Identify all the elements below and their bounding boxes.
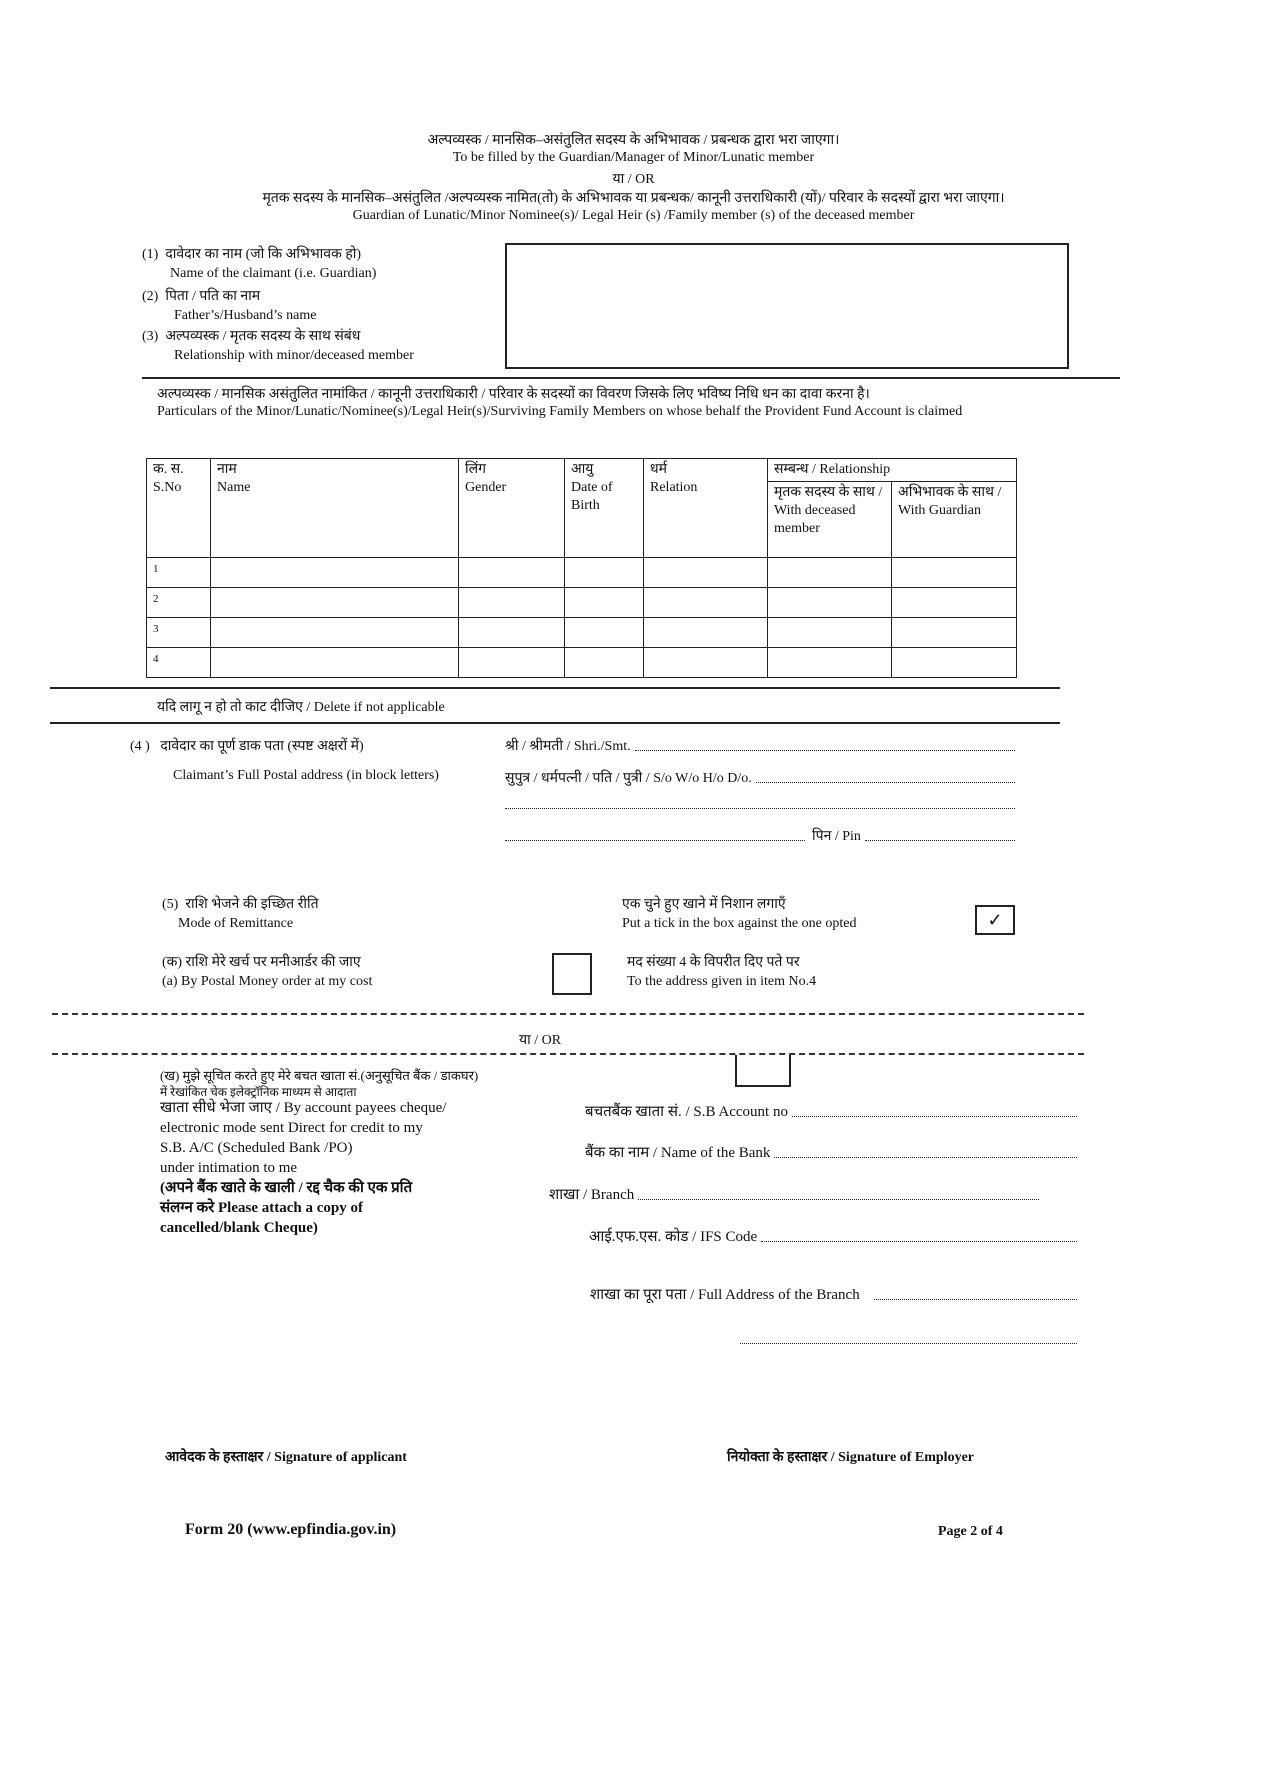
divider xyxy=(52,1013,1084,1015)
header-hindi-line-1: अल्पव्यस्क / मानसिक–असंतुलित सदस्य के अभिभावक / प्रबन्धक द्वारा भरा जाएगा। xyxy=(427,133,840,148)
delete-note: यदि लागू न हो तो काट दीजिए / Delete if not applicable xyxy=(157,700,445,715)
form-id: Form 20 (www.epfindia.gov.in) xyxy=(185,1521,397,1538)
row-number: 1 xyxy=(147,558,211,588)
account-payee-option-label: (ख) मुझे सूचित करते हुए मेरे बचत खाता सं.(अनुसूचित बैंक / डाकघर) में रेखांकित चेक इलेक्ट्रॉनिक माध्यम से आदाता खाता सीधे भेजा जाए / By account payees cheque/ electronic mode sent Direct for credit to my S.B. A/C (Scheduled Bank /PO) under intimation to me (अपने बैंक खाते के खाली / रद्द चैक की एक प्रति संलग्न करे Please attach a copy of cancelled/blank Cheque) xyxy=(160,1068,479,1236)
address-line-field[interactable] xyxy=(505,807,1015,809)
gender-cell[interactable] xyxy=(459,648,565,678)
money-order-option-label: (क) राशि मेरे खर्च पर मनीआर्डर की जाए (a) By Postal Money order at my cost xyxy=(162,955,373,989)
item-number: (1) xyxy=(142,247,159,262)
relation-cell[interactable] xyxy=(644,618,768,648)
dob-header: आयु Date of Birth xyxy=(565,459,644,558)
with-deceased-cell[interactable] xyxy=(768,558,892,588)
relationship-label-hi: अल्पव्यस्क / मृतक सदस्य के साथ संबंध xyxy=(165,329,361,344)
table-row xyxy=(147,558,1017,588)
attach-cheque-note: (अपने बैंक खाते के खाली / रद्द चैक की एक प्रति संलग्न करे Please attach a copy of cancelled/blank Cheque) xyxy=(160,1180,413,1236)
table-row xyxy=(147,618,1017,648)
header-hindi-line-2: मृतक सदस्य के मानसिक–असंतुलित /अल्पव्यस्क नामित(तो) के अभिभावक या प्रबन्धक/ कानूनी उत्तराधिकारी (यों)/ परिवार के सदस्यों द्वारा भरा जाएगा। xyxy=(262,191,1005,206)
relation-name-field[interactable]: सुपुत्र / धर्मपत्नी / पति / पुत्री / S/o W/o H/o D/o. xyxy=(505,768,1015,787)
father-name-label-en: Father’s/Husband’s name xyxy=(174,308,317,323)
dob-cell[interactable] xyxy=(565,558,644,588)
particulars-hindi: अल्पव्यस्क / मानसिक असंतुलित नामांकित / कानूनी उत्तराधिकारी / परिवार के सदस्यों का विवरण जिसके लिए भविष्य निधि धन का दावा करना है। xyxy=(157,387,870,402)
name-cell[interactable] xyxy=(211,558,459,588)
table-row xyxy=(147,588,1017,618)
with-guardian-cell[interactable] xyxy=(892,558,1017,588)
with-deceased-header: मृतक सदस्य के साथ / With deceased member xyxy=(768,482,892,558)
with-guardian-cell[interactable] xyxy=(892,618,1017,648)
item-number: (4 ) xyxy=(130,739,150,754)
relation-header: धर्म Relation xyxy=(644,459,768,558)
remittance-or: या / OR xyxy=(518,1033,562,1048)
sno-header: क. स. S.No xyxy=(147,459,211,558)
table-row xyxy=(147,648,1017,678)
row-number: 2 xyxy=(147,588,211,618)
header-english-line-2: Guardian of Lunatic/Minor Nominee(s)/ Legal Heir (s) /Family member (s) of the deceased member xyxy=(352,208,915,223)
claimant-item-1 xyxy=(142,245,376,283)
branch-address-field[interactable]: शाखा का पूरा पता / Full Address of the Branch xyxy=(590,1284,1077,1304)
gender-cell[interactable] xyxy=(459,588,565,618)
item-number: (2) xyxy=(142,289,159,304)
claimant-name-field[interactable] xyxy=(505,243,1069,291)
shri-smt-field[interactable]: श्री / श्रीमती / Shri./Smt. xyxy=(505,736,1015,755)
divider xyxy=(50,722,1060,724)
employer-signature-label: नियोक्ता के हस्ताक्षर / Signature of Employer xyxy=(727,1450,974,1465)
branch-field[interactable]: शाखा / Branch xyxy=(549,1184,1039,1204)
with-guardian-header: अभिभावक के साथ / With Guardian xyxy=(892,482,1017,558)
divider xyxy=(50,687,1060,689)
applicant-signature-label: आवेदक के हस्ताक्षर / Signature of applicant xyxy=(165,1450,407,1465)
address-label-en: Claimant’s Full Postal address (in block letters) xyxy=(173,768,439,783)
name-cell[interactable] xyxy=(211,588,459,618)
header-or: या / OR xyxy=(612,172,655,187)
item-number: (3) xyxy=(142,329,159,344)
dob-cell[interactable] xyxy=(565,618,644,648)
address-label-hi: (4 ) दावेदार का पूर्ण डाक पता (स्पष्ट अक्षरों में) xyxy=(130,739,364,754)
branch-address-line-field[interactable] xyxy=(740,1342,1077,1344)
opted-tick-box[interactable]: ✓ xyxy=(975,905,1015,935)
address-line-field[interactable] xyxy=(505,839,805,841)
name-header: नाम Name xyxy=(211,459,459,558)
claimant-item-2 xyxy=(142,287,316,325)
claimant-item-3 xyxy=(142,327,414,365)
divider xyxy=(142,377,1120,379)
sb-account-field[interactable]: बचतबैंक खाता सं. / S.B Account no xyxy=(585,1101,1077,1121)
row-number: 3 xyxy=(147,618,211,648)
page-number: Page 2 of 4 xyxy=(938,1524,1003,1539)
name-cell[interactable] xyxy=(211,618,459,648)
with-guardian-cell[interactable] xyxy=(892,588,1017,618)
divider xyxy=(52,1053,1084,1055)
money-order-checkbox[interactable] xyxy=(552,953,592,995)
with-guardian-cell[interactable] xyxy=(892,648,1017,678)
pin-field[interactable]: पिन / Pin xyxy=(812,826,1015,845)
gender-header: लिंग Gender xyxy=(459,459,565,558)
tick-instruction: एक चुने हुए खाने में निशान लगाएँ Put a tick in the box against the one opted xyxy=(622,897,857,931)
gender-cell[interactable] xyxy=(459,618,565,648)
particulars-english: Particulars of the Minor/Lunatic/Nominee(s)/Legal Heir(s)/Surviving Family Members on whose behalf the Provident Fund Account is claimed xyxy=(157,404,963,419)
bank-name-field[interactable]: बैंक का नाम / Name of the Bank xyxy=(585,1142,1077,1162)
relation-cell[interactable] xyxy=(644,558,768,588)
father-name-label-hi: पिता / पति का नाम xyxy=(165,289,261,304)
remittance-label: (5) राशि भेजने की इच्छित रीति Mode of Remittance xyxy=(162,897,319,931)
relationship-field[interactable] xyxy=(505,327,1069,369)
relation-cell[interactable] xyxy=(644,588,768,618)
row-number: 4 xyxy=(147,648,211,678)
particulars-table xyxy=(146,458,1017,678)
father-name-field[interactable] xyxy=(505,287,1069,329)
with-deceased-cell[interactable] xyxy=(768,588,892,618)
money-order-address-note: मद संख्या 4 के विपरीत दिए पते पर To the address given in item No.4 xyxy=(627,955,817,989)
relationship-label-en: Relationship with minor/deceased member xyxy=(174,348,414,363)
name-cell[interactable] xyxy=(211,648,459,678)
claimant-name-label-en: Name of the claimant (i.e. Guardian) xyxy=(170,266,377,281)
with-deceased-cell[interactable] xyxy=(768,648,892,678)
claimant-name-label-hi: दावेदार का नाम (जो कि अभिभावक हो) xyxy=(165,247,362,262)
ifs-code-field[interactable]: आई.एफ.एस. कोड / IFS Code xyxy=(589,1226,1077,1246)
dob-cell[interactable] xyxy=(565,648,644,678)
with-deceased-cell[interactable] xyxy=(768,618,892,648)
relationship-header: सम्बन्ध / Relationship xyxy=(768,459,1017,482)
account-payee-checkbox[interactable] xyxy=(735,1055,791,1087)
relation-cell[interactable] xyxy=(644,648,768,678)
item-number: (5) xyxy=(162,897,179,912)
header-english-line-1: To be filled by the Guardian/Manager of Minor/Lunatic member xyxy=(452,150,815,165)
dob-cell[interactable] xyxy=(565,588,644,618)
gender-cell[interactable] xyxy=(459,558,565,588)
